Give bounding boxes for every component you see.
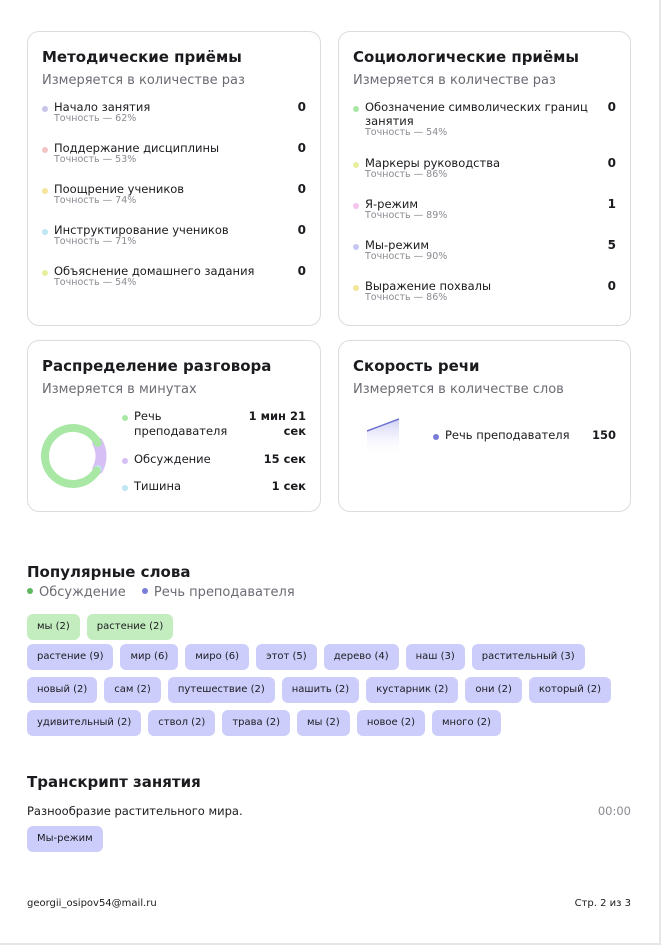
word-chip-teacher: кустарник (2) [366,677,458,703]
rate-legend-dot [433,434,439,440]
metric-dot [353,106,359,112]
discussion-words [27,614,637,640]
word-chip-teacher: мир (6) [120,644,178,670]
word-chip-discussion: растение (2) [87,614,173,640]
sociological-title: Социологические приёмы [353,48,579,66]
rate-legend-item [433,428,616,444]
word-chip-teacher: сам (2) [104,677,161,703]
talk-distribution-title: Распределение разговора [42,357,272,375]
rate-legend-value: 150 [591,428,616,442]
word-chip-teacher: путешествие (2) [168,677,275,703]
metric-value: 0 [607,279,616,293]
talk-legend-value: 1 сек [271,479,306,493]
legend-discussion-dot [27,588,33,594]
legend-discussion [27,585,126,600]
methodical-card [27,31,321,326]
metric-accuracy: Точность — 71% [54,236,137,247]
speech-rate-card [338,340,631,512]
metric-value: 0 [297,100,306,114]
metric-value: 5 [607,238,616,252]
sociological-card [338,31,631,326]
word-chip-teacher: миро (6) [185,644,249,670]
metric-value: 1 [607,197,616,211]
word-chip-teacher: наш (3) [406,644,465,670]
legend-discussion-label: Обсуждение [39,585,126,600]
metric-accuracy: Точность — 54% [365,127,448,138]
word-chip-teacher: растительный (3) [472,644,585,670]
metric-accuracy: Точность — 53% [54,154,137,165]
talk-legend-dot [122,485,128,491]
metric-value: 0 [297,264,306,278]
transcript-text: Разнообразие растительного мира. [27,804,243,818]
teacher-words-row-3 [27,710,637,736]
word-chip-teacher: который (2) [529,677,611,703]
transcript-time: 00:00 [597,804,631,818]
metric-name: Мы-режим [365,238,430,252]
metric-row [353,279,616,319]
metric-row [353,156,616,196]
speech-rate-title: Скорость речи [353,357,480,375]
legend-teacher-label: Речь преподавателя [153,585,295,600]
footer-page-number: Стр. 2 из 3 [574,898,631,909]
metric-name: Поощрение учеников [54,182,185,196]
talk-legend-name: Речь преподавателя [134,409,228,438]
metric-value: 0 [297,223,306,237]
metric-name: Объяснение домашнего задания [54,264,255,278]
word-chip-teacher: этот (5) [256,644,317,670]
word-chip-teacher: ствол (2) [148,710,215,736]
metric-row [353,238,616,278]
methodical-subtitle: Измеряется в количестве раз [42,73,245,88]
methodical-title: Методические приёмы [42,48,242,66]
word-chip-teacher: новое (2) [357,710,425,736]
metric-name: Начало занятия [54,100,151,114]
sociological-subtitle: Измеряется в количестве раз [353,73,556,88]
transcript-tag: Мы-режим [27,826,103,852]
talk-legend-name: Обсуждение [134,452,211,466]
metric-dot [42,229,48,235]
word-chip-teacher: мы (2) [297,710,350,736]
metric-accuracy: Точность — 90% [365,251,448,262]
popular-words-legend [27,585,295,601]
metric-name: Выражение похвалы [365,279,492,293]
metric-row [42,182,306,222]
metric-name: Маркеры руководства [365,156,501,170]
metric-value: 0 [607,156,616,170]
metric-name: Инструктирование учеников [54,223,229,237]
metric-value: 0 [297,141,306,155]
metric-accuracy: Точность — 89% [365,210,448,221]
metric-accuracy: Точность — 62% [54,113,137,124]
word-chip-teacher: растение (9) [27,644,113,670]
metric-name: Обозначение символических границ занятия [365,100,588,128]
word-chip-teacher: много (2) [432,710,501,736]
teacher-words-row-2 [27,677,637,703]
popular-words-title: Популярные слова [27,563,191,581]
metric-name: Поддержание дисциплины [54,141,220,155]
metric-dot [353,244,359,250]
talk-legend-value: 1 мин 21 сек [248,409,306,438]
speech-rate-subtitle: Измеряется в количестве слов [353,382,564,397]
speech-rate-sparkline [365,417,405,457]
talk-legend-item [122,479,306,511]
metric-dot [42,270,48,276]
metric-accuracy: Точность — 86% [365,169,448,180]
talk-donut-chart [38,421,108,491]
talk-distribution-card [27,340,321,512]
metric-row [42,223,306,263]
metric-value: 0 [607,100,616,114]
talk-legend-dot [122,415,128,421]
metric-dot [353,162,359,168]
metric-accuracy: Точность — 54% [54,277,137,288]
metric-row [353,100,616,140]
word-chip-teacher: трава (2) [222,710,290,736]
talk-legend-value: 15 сек [263,452,306,466]
talk-legend-name: Тишина [134,479,182,493]
metric-row [42,141,306,181]
metric-accuracy: Точность — 74% [54,195,137,206]
rate-legend-name: Речь преподавателя [445,428,570,442]
word-chip-teacher: удивительный (2) [27,710,141,736]
talk-legend-dot [122,458,128,464]
metric-dot [42,106,48,112]
legend-teacher-dot [142,588,148,594]
talk-distribution-subtitle: Измеряется в минутах [42,382,197,397]
word-chip-teacher: новый (2) [27,677,97,703]
word-chip-teacher: дерево (4) [324,644,399,670]
legend-teacher [142,585,295,600]
metric-dot [353,285,359,291]
metric-dot [353,203,359,209]
metric-row [42,264,306,304]
transcript-title: Транскрипт занятия [27,773,201,791]
word-chip-teacher: нашить (2) [282,677,359,703]
word-chip-discussion: мы (2) [27,614,80,640]
footer-email: georgii_osipov54@mail.ru [27,898,157,909]
talk-legend-item [122,409,306,441]
teacher-words-row-1 [27,644,637,670]
metric-name: Я-режим [365,197,419,211]
metric-row [353,197,616,237]
word-chip-teacher: они (2) [465,677,522,703]
metric-value: 0 [297,182,306,196]
metric-dot [42,147,48,153]
metric-row [42,100,306,140]
donut-segment [45,428,98,484]
metric-accuracy: Точность — 86% [365,292,448,303]
metric-dot [42,188,48,194]
